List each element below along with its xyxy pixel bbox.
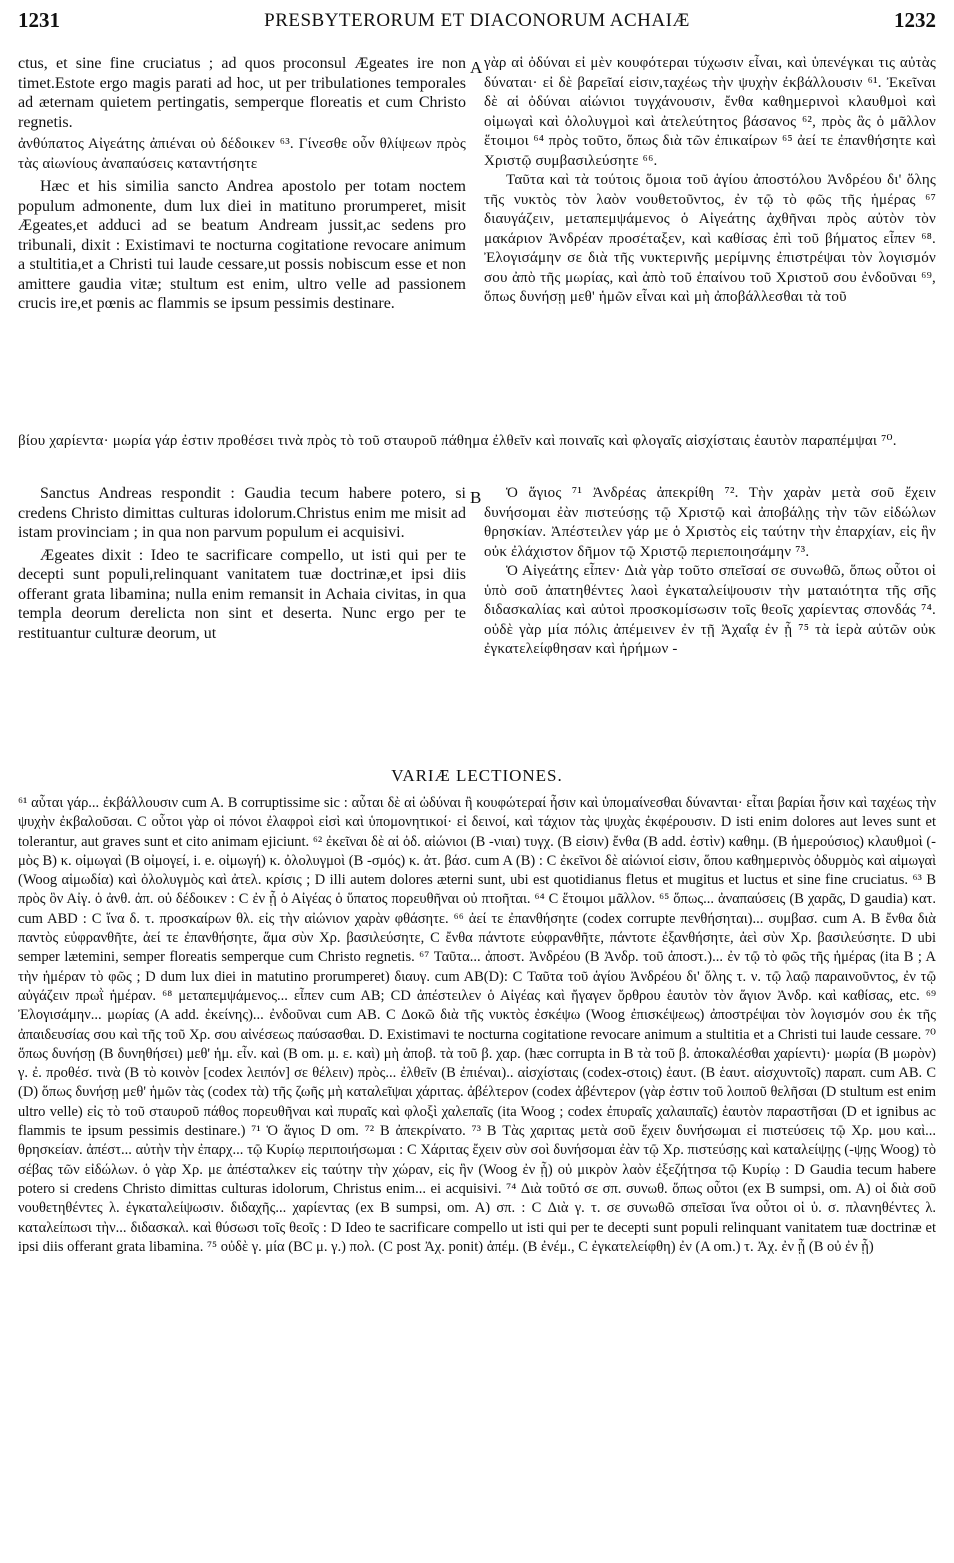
greek-paragraph: βίου χαρίεντα· μωρία γάρ ἐστιν προθέσει τινὰ πρὸς τὸ τοῦ σταυροῦ πάθημα ἐλθεῖν καὶ ποιναῖς καὶ φλογαῖς αἰσχίσταις ἑαυτὸν παραπέμψαι ⁷⁰. [18, 433, 897, 449]
running-title: PRESBYTERORUM ET DIACONORUM ACHAIÆ [264, 10, 690, 31]
greek-paragraph: γὰρ αἱ ὀδύναι εἰ μὲν κουφότεραι τύχωσιν εἶναι, καὶ ὑπενέγκαι τις αὐτὰς δύναται· εἰ δὲ βαρεῖαί εἰσιν,ταχέως τὴν ψυχὴν ἐκβάλλουσιν ⁶¹. Ἐκεῖναι δὲ αἱ ὀδύναι αἰώνιοι τυγχάνουσιν, ἔνθα καθημερινοὶ κλαυθμοὶ καὶ οἰμωγαὶ καὶ ὀλολυγμοὶ καὶ ἀτελεύτητος βάσανος ⁶², πρὸς ἃς ὁ μᾶλλον ἕτοιμοι ⁶⁴ πρὸς τοῦτο, ὅπως διὰ τῶν ἐπικαίρων ⁶⁵ ἀεί τε ἐπανθήσητε καὶ Χριστῷ συμβασιλεύσητε ⁶⁶. [484, 55, 936, 169]
section-marker-b: B [470, 488, 482, 507]
greek-insert-paragraph: ἀνθύπατος Αἰγεάτης ἀπιέναι οὐ δέδοικεν ⁶³. Γίνεσθε οὖν θλίψεων πρὸς τὰς αἰωνίους ἀναπαύσεις καταντήσητε [18, 136, 466, 172]
greek-paragraph: Ταῦτα καὶ τὰ τούτοις ὅμοια τοῦ ἁγίου ἀποστόλου Ἀνδρέου δι' ὅλης τῆς νυκτὸς τὸν λαὸν νουθετοῦντος, ἐν τῷ τὸ φῶς τῆς ἡμέρας ⁶⁷ διαυγάζειν, μεταπεμψάμενος ὁ Αἰγεάτης ἀχθῆναι πρὸς αὐτὸν τὸν μακάριον Ἀνδρέαν προσέταξεν, καὶ καθίσας ἐπὶ τοῦ βήματος εἶπεν ⁶⁸. Ἐλογισάμην σε διὰ τῆς νυκτερινῆς μερίμνης ἐπιστρέψαι τὸν λογισμόν σου ἀπὸ τῆς μωρίας, καὶ ἀπὸ τοῦ ἐπαίνου τοῦ Χριστοῦ σου ἐνδοῦναι ⁶⁹, ὅπως δυνήσῃ μεθ' ἡμῶν εἶναι καὶ μὴ ἀποβάλλεσθαι τὰ τοῦ [484, 172, 936, 305]
latin-paragraph: Hæc et his similia sancto Andrea apostolo per totam noctem populum admonente, dum lux diei in matituno prorumperet, misit Ægeates,et adduci ad se beatum Andream jussit,ac sedens pro tribunali, dixit : Existimavi te nocturna cogitatione revocare animum a stultitia,et a Christi tui laude cessare,ut possis nobiscum esse et non amittere gaudia vitæ; stultum est enim, ultro velle ad passionem crucis ire,et pœnis ac flammis se ipsum pessimis destinare. [18, 178, 466, 312]
greek-column-b [484, 484, 936, 660]
spanning-greek-line [18, 432, 936, 452]
latin-column-b [18, 484, 466, 643]
latin-column-a [18, 54, 466, 314]
apparatus-text: ⁶¹ αὗται γάρ... ἐκβάλλουσιν cum A. B corruptissime sic : αὗται δὲ αἱ ὠδύναι ἢ κουφώτεραί ἦσιν καὶ ὑπομαίνεσθαι δύνανται· εἶται βαρίαι ἦσιν καὶ ταχέως τὴν ψυχὴν ἐκβαλοῦσαι. C οὗτοι γὰρ οἱ πόνοι ἐλαφροὶ εἰσὶ καὶ ὑπομονητικοί· εἰ δεινοί, καὶ τάχιον τὰς ψυχὰς ἐκφέρουσιν. D isti enim dolores aut leves sunt et tolerantur, aut graves sunt et cito animam ejiciunt. ⁶² ἐκεῖναι δὲ αἱ ὀδ. αἰώνιοι (B -νιαι) τυγχ. (B εἰσιν) ἔνθα (B add. ἐστὶν) καθημ. (B ἡμερούσιος) κλαυθμοὶ (- μὸς B) κ. οἰμωγαὶ (B οἰμογεί, i. e. οἰμωγή) κ. ὀλολυγμοὶ (B -σμός) κ. ἀτ. βάσ. cum A (B) : C ἐκεῖνοι δὲ αἰώνιοί εἰσιν, ὅπου καθημερινὸς ὀδυρμὸς καὶ αἰμωγαὶ (Woog αἱμωδία) καὶ ὀλολυγμὸς καὶ ἀτελ. κρίσις ; D illi autem dolores æterni sunt, ubi est quotidianus fletus et mugitus et luctus et sine fine cruciatus. ⁶³ B πρὸς ὃν Αἰγ. ὁ ἀνθ. ἀπ. οὐ δέδοικεν : C ἐν ᾗ ὁ Αἰγέας ὁ ὕπατος πορευθῆναι οὐ πτοῆται. ⁶⁴ C ἕτοιμοι μᾶλλον. ⁶⁵ ὅπως... ἀναπαύσεις (B χαρᾶς, D gaudia) κατ. cum ABD : C ἵνα δ. τ. προσκαίρων θλ. εἰς τὴν αἰώνιον χαρὰν φθάσητε. ⁶⁶ ἀεί τε ἐπανθήσητε (codex corrupte πενθήσηται)... συμβασ. cum A. B ἔνθα διὰ παντὸς εὐφρανθῆτε, ἀεί τε ἐπανθήσητε, ἅμα σὺν Χρ. βασιλεύσητε, C ἔνθα πάντοτε εὐφρανθῆτε, πάντοτε ἐξανθήσητε, ἀεὶ σὺν Χρ. βασιλεύσητε. D ubi semper lætemini, semper floreatis semperque cum Christo regnetis. ⁶⁷ Ταῦτα... ἀποστ. Ἀνδρέου (B Ἀνδρ. τοῦ ἀποστ.)... ἐν τῷ τὸ φῶς τῆς ἡμέρας (ita B ; A τὴν ἡμέραν τὸ φῶς ; D dum lux diei in matutino prorumperet) διαυγ. cum AB(D): C Ταῦτα τοῦ ἁγίου Ἀνδρέου δι' ὅλης τ. ν. τῷ λαῷ παραινοῦντος, ἐν τῷ αὐγάζειν πρωῒ ἡμέραν. ⁶⁸ μεταπεμψάμενος... εἶπεν cum AB; CD ἀπέστειλεν ὁ Αἰγέας καὶ ἤγαγεν ὄρθρου ἑαυτὸν τὸν ἅγιον Ἀνδρ. καὶ καθίσας, etc. ⁶⁹ Ἐλογισάμην... μωρίας (A add. ἐκείνης)... ἐνδοῦναι cum AB. C Δοκῶ διὰ τῆς νυκτὸς ἐσκέψω (Woog ἐπισκέψεως) ἀποστρέψαι τὸν λογισμόν σου ἐκ τῆς ἀπαιδευσίας σου καὶ τῆς τοῦ Χρ. σου αἰνέσεως παύσασθαι. D. Existimavi te nocturna cogitatione revocare animum a stultitia et a Christi tui laude cessare. ⁷⁰ ὅπως δυνήσῃ (B δυνηθήσει) μεθ' ἡμ. εἶν. καὶ (B om. μ. ε. καὶ) μὴ ἀποβ. τὰ τοῦ β. χαρ. (hæc corrupta in B τὰ τοῦ β. ἀποκαλέσθαι χαρίεντι)· μωρία (B μωρὸν) γ. ἐ. προθέσ. τινὰ (B τὸ κοινὸν [codex λειπόν] σε θέλειν) πρὸς... ἐλθεῖν (B ἐπιέναι).. αἰσχίσταις (codex-στοις) ἑαυτ. (B ἑαυτ. αἰσχυντοῖς) παραπ. cum AB. C (D) ὅπως δυνήσῃ μεθ' ἡμῶν τὰς (codex τὰ) τῆς ζωῆς μὴ καταλεῖψαι χάριτας. ἀβέλτερον (codex ἀβέντερον (γὰρ ἐστιν τοῦ λοιποῦ θελῆσαι (D stultum est enim ultro velle) εἰς τὸ τοῦ σταυροῦ πάθος πορευθῆναι καὶ πυραῖς καὶ φλοξὶ χαλεπαῖς (ita Woog ; codex ἐπυραῖς χαλαιπαῖς) ἑαυτὸν παραστῆσαι (D et ignibus ac flammis te ipsum pessimis destinare.) ⁷¹ Ὁ ἅγιος D om. ⁷² B ἀπεκρίνατο. ⁷³ B Τὰς χαριτας μετὰ σοῦ ἔχειν δυνήσωμαι εἰ πιστεύσεις τῷ Χρ. μου καὶ... θρησκείαν. ἀπέστ... αὐτὴν τὴν ἐπαρχ... τῷ Κυρίῳ περιποιήσωμαι : C Χάριτας ἔχειν σὺν σοὶ δυνήσομαι ἐὰν τῷ Χρ. πιστεύσῃς καὶ καταλείψῃς (-ψῃς Woog) τὸ σέβας τῶν εἰδώλων. ὁ γὰρ Χρ. με ἀπέσταλκεν εἰς ταύτην τὴν χώραν, εἰς ἣν (Woog ἐν ᾗ) οὐ μικρὸν λαὸν ἐξεζήτησα τῷ Κυρίῳ : D Gaudia tecum habere potero si credens Christo dimittas culturas idolorum, Christus enim... ei acquisivi. ⁷⁴ Διὰ τοῦτό σε σπ. συνωθ. ὅπως οὗτοι (ex B sumpsi, om. A) οἱ διὰ σοῦ νουθετηθέντες λ. ἐγκαταλείψωσιν. διδαχῆς... χαρίεντας (ex B sumpsi, om. A) σπ. : C Διὰ γ. τ. σε συνωθῶ σπεῖσαι ἵνα οὗτοι οἱ ὑ. σ. πλανηθέντες λ. καταλείπωσι τὴν... διδασκαλ. καὶ θύσωσι τοῖς θεοῖς : D Ideo te sacrificare compello ut isti qui per te decepti sunt populi relinquant vanitatem tuæ doctrinæ et ipsi diis offerant grata libamina. ⁷⁵ οὐδὲ γ. μία (BC μ. γ.) πολ. (C post Ἀχ. ponit) ἀπέμ. (B ἐνέμ., C ἐγκατελείφθη) ἐν (A om.) τ. Ἀχ. ἐν ᾗ (B οὐ ἐν ᾗ) [18, 795, 936, 1255]
greek-paragraph: Ὁ Αἰγεάτης εἶπεν· Διὰ γὰρ τοῦτο σπεῖσαί σε συνωθῶ, ὅπως οὗτοι οἱ ὑπὸ σοῦ ἀπατηθέντες λαοὶ ἐγκαταλείψουσιν τὴν ματαιότητα τῆς σῆς διδασκαλίας καὶ αὐτοὶ προσκομίσωσιν τοῖς θεοῖς χαρίεντας σπονδάς ⁷⁴. οὐδὲ γὰρ μία πόλις ἀπέμεινεν ἐν τῇ Ἀχαΐᾳ ἐν ᾗ ⁷⁵ τὰ ἱερὰ αὐτῶν οὐκ ἐγκατελείφθησαν καὶ ἠρήμων - [484, 563, 936, 657]
latin-paragraph: Ægeates dixit : Ideo te sacrificare compello, ut isti qui per te decepti sunt populi,relinquant vanitatem tuæ doctrinæ,et ipsi diis offerant grata libamina; nulla enim remansit in Achaia civitas, in qua templa deorum derelicta non sint et deserta. Nunc ergo per te restituantur culturæ deorum, ut [18, 546, 466, 642]
variae-lectiones-title: VARIÆ LECTIONES. [391, 766, 563, 785]
greek-paragraph: Ὁ ἅγιος ⁷¹ Ἀνδρέας ἀπεκρίθη ⁷². Τὴν χαρὰν μετὰ σοῦ ἔχειν δυνήσομαι ἐὰν πιστεύσῃς τῷ Χριστῷ καὶ ἀποβάλῃς τὴν τῶν εἰδώλων θρησκίαν. Ἀπέστειλεν γάρ με ὁ Χριστὸς εἰς ταύτην τὴν ἐπαρχίαν, εἰς ἣν οὐκ ἐλάχιστον δῆμον τῷ Χριστῷ περιεποιησάμην ⁷³. [484, 485, 936, 560]
latin-paragraph: Sanctus Andreas respondit : Gaudia tecum habere potero, si credens Christo dimittas culturas idolorum.Christus enim me misit ad istam provinciam ; in qua non parvum populum ei acquisivi. [18, 485, 466, 541]
page-header [18, 8, 936, 38]
variae-lectiones-notes [18, 794, 936, 1257]
latin-paragraph: ctus, et sine fine cruciatus ; ad quos proconsul Ægeates ire non timet.Estote ergo magis parati ad hoc, ut per tribulationes temporales ad æternam quietem pertingatis, semperque floreatis et cum Christo regnetis. [18, 55, 466, 131]
column-number-right: 1232 [894, 8, 936, 32]
greek-column-a [484, 54, 936, 308]
column-number-left: 1231 [18, 8, 60, 32]
section-marker-a: A [470, 58, 483, 77]
